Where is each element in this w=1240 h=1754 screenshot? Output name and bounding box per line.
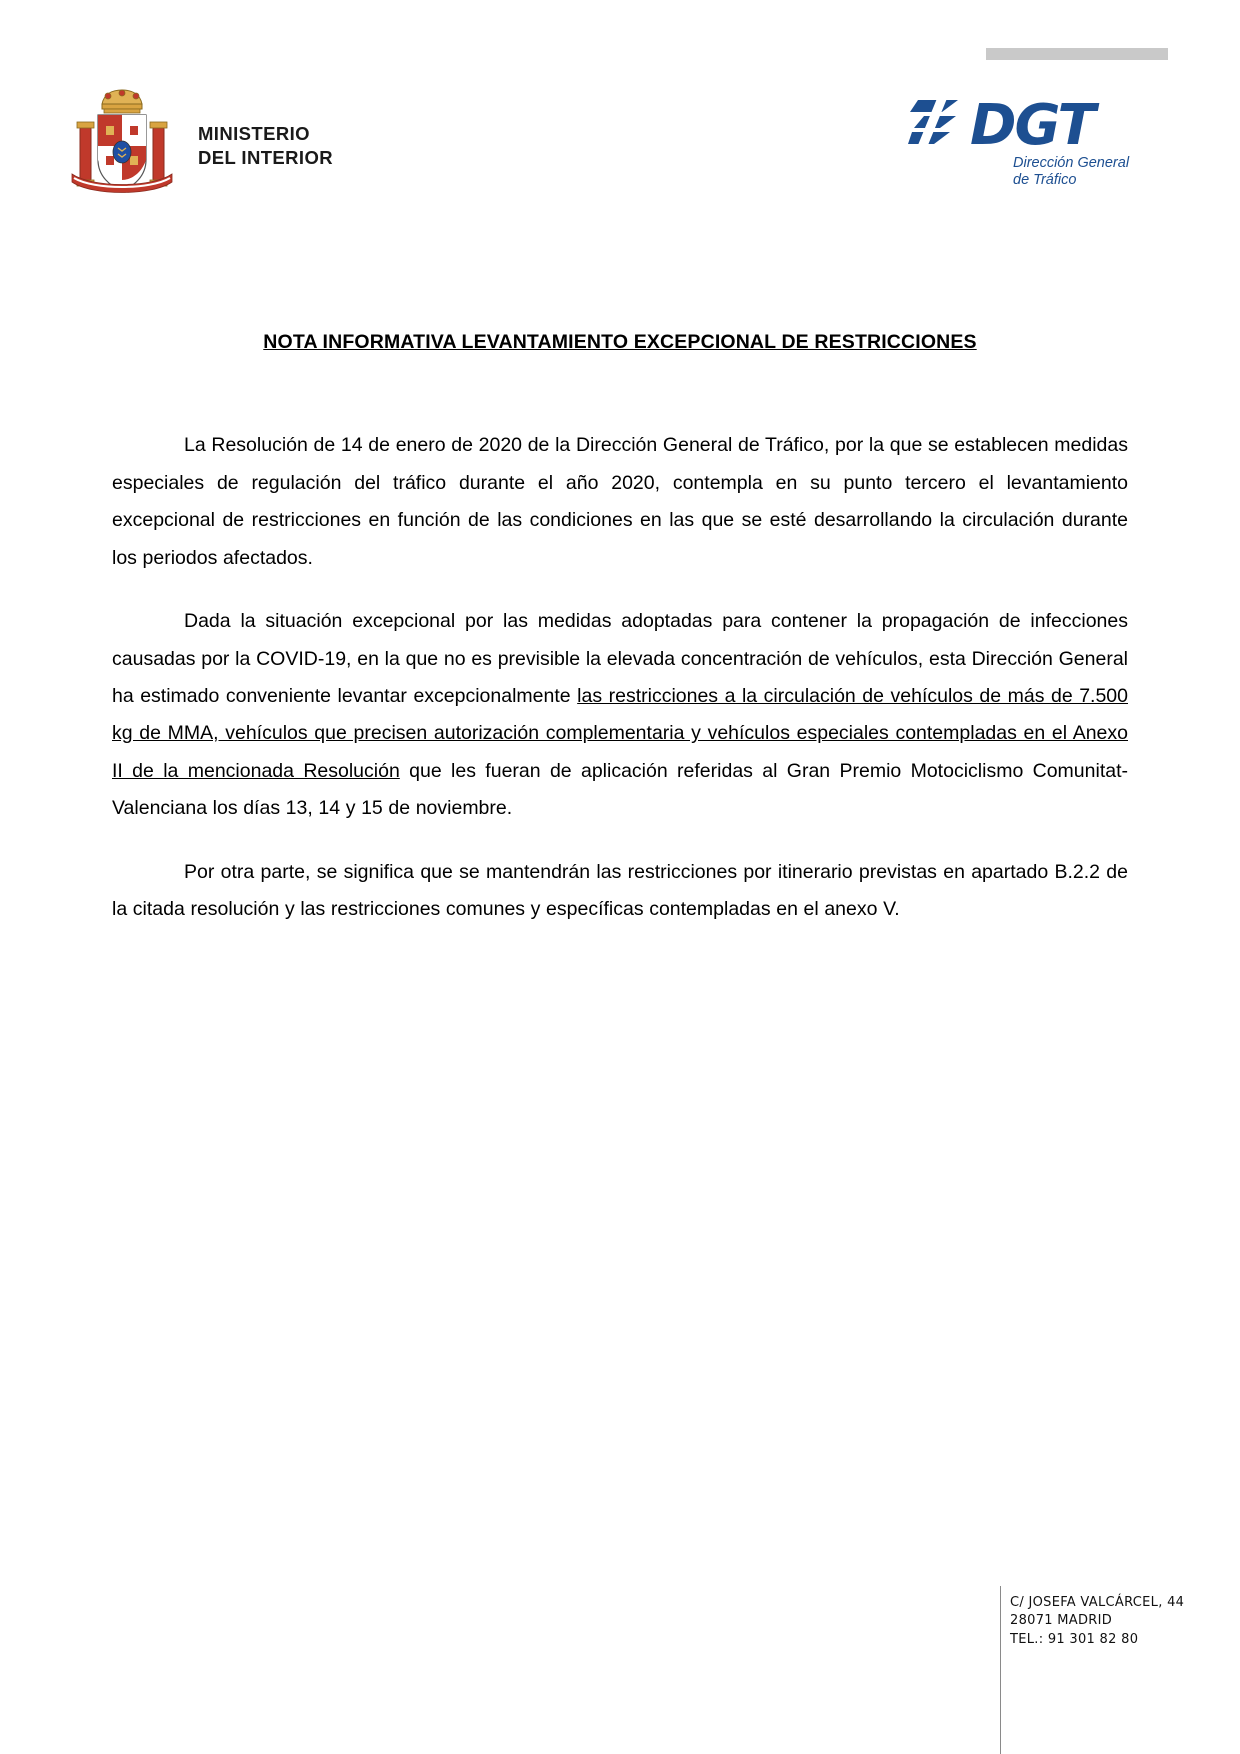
paragraph-3: Por otra parte, se significa que se mantendrán las restricciones por itinerario previstas en apartado B.2.2 de la citada resolución y las restricciones comunes y específicas contempladas en el anexo V.	[112, 860, 1128, 921]
footer-address	[1010, 1594, 1210, 1649]
dgt-branding	[908, 93, 1168, 189]
paragraph-2-lead: Dada la situación excepcional por las medidas adoptadas para contener la propagación de infecciones causadas por la COVID-19, en la que no es previsible la elevada concentración de vehículos, esta Dirección General ha estimado conveniente levantar excepcionalmente	[112, 610, 1128, 707]
footer-address-line-2: 28071 MADRID	[1010, 1613, 1113, 1629]
ministry-name	[198, 122, 333, 169]
paragraph-1: La Resolución de 14 de enero de 2020 de la Dirección General de Tráfico, por la que se establecen medidas especiales de regulación del tráfico durante el año 2020, contempla en su punto tercero el levantamiento excepcional de restricciones en función de las condiciones en las que se esté desarrollando la circulación durante los periodos afectados.	[112, 434, 1128, 569]
footer-address-line-1: C/ JOSEFA VALCÁRCEL, 44	[1010, 1595, 1185, 1610]
dgt-wordmark: DGT	[970, 93, 1094, 159]
header-grey-bar	[986, 48, 1168, 60]
ministry-line-2: DEL INTERIOR	[198, 147, 333, 168]
paragraph-2-tail: que les fueran de aplicación referidas al Gran Premio Motociclismo Comunitat-Valenciana los días 13, 14 y 15 de noviembre.	[112, 759, 1128, 820]
dgt-subtitle-line-1: Dirección General	[1013, 155, 1130, 171]
document-header	[0, 0, 1240, 230]
dgt-subtitle-line-2: de Tráfico	[1013, 172, 1077, 189]
coat-of-arms-icon	[68, 88, 176, 204]
document-body	[112, 330, 1128, 929]
ministry-branding	[68, 88, 333, 204]
page-title: NOTA INFORMATIVA LEVANTAMIENTO EXCEPCIONAL DE RESTRICCIONES	[263, 331, 977, 353]
paragraph-2	[112, 603, 1128, 828]
dgt-subtitle	[1013, 155, 1168, 189]
paragraph-2-underlined: las restricciones a la circulación de vehículos de más de 7.500 kg de MMA, vehículos que precisen autorización complementaria y vehículos especiales contempladas en el Anexo II de la mencionada Resolución	[112, 684, 1128, 782]
dgt-arrow-icon	[908, 96, 964, 150]
footer-divider	[1000, 1586, 1001, 1754]
ministry-line-1: MINISTERIO	[198, 123, 310, 145]
footer-address-line-3: TEL.: 91 301 82 80	[1010, 1631, 1139, 1647]
